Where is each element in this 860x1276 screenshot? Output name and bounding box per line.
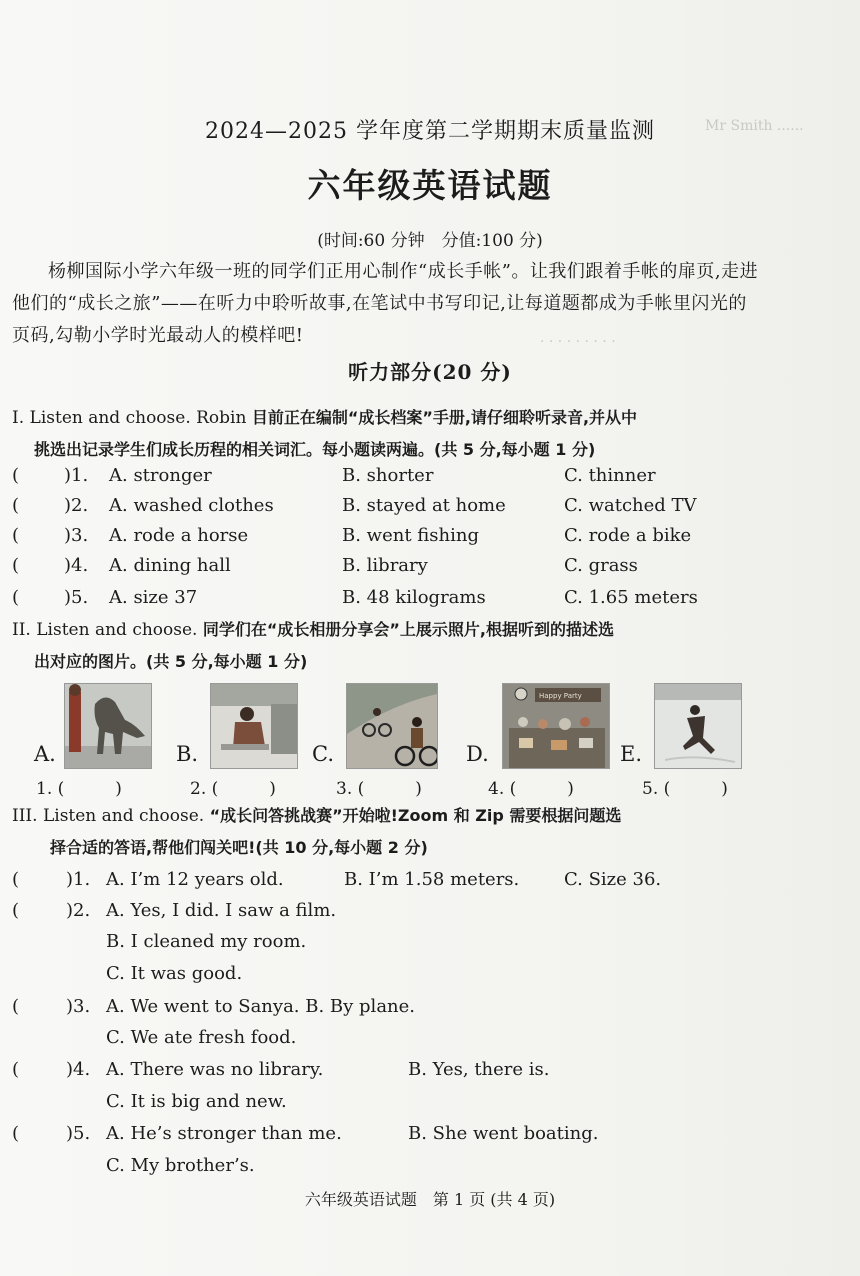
option-c: C. We ate fresh food. (106, 1027, 297, 1048)
ice-skating-illustration (655, 684, 741, 768)
question-number: )5. (66, 1123, 91, 1144)
answer-bracket[interactable]: ( (12, 495, 20, 516)
answer-blank[interactable]: 3. ( ) (336, 779, 422, 799)
option-b: B. She went boating. (408, 1123, 599, 1144)
dinosaur-illustration (65, 684, 151, 768)
answer-bracket[interactable]: ( (12, 1123, 20, 1144)
question-number: )2. (66, 900, 91, 921)
question-number: )3. (66, 996, 91, 1017)
option-c: C. My brother’s. (106, 1155, 255, 1176)
question-number: )3. (64, 525, 89, 546)
part3-chinese-line2: 择合适的答语,帮他们闯关吧!(共 10 分,每小题 2 分) (50, 838, 428, 857)
answer-blank[interactable]: 2. ( ) (190, 779, 276, 799)
part3-number: III. (12, 806, 38, 826)
time-and-score: (时间:60 分钟 分值:100 分) (317, 231, 543, 251)
part3-instruction (12, 800, 760, 864)
cleaning-illustration (211, 684, 297, 768)
page-footer: 六年级英语试题 第 1 页 (共 4 页) (304, 1190, 556, 1209)
option-a: A. size 37 (109, 587, 198, 608)
option-c: C. grass (564, 555, 638, 576)
picture-letter-b: B. (176, 742, 199, 766)
ice-skating-picture (654, 683, 742, 769)
option-c: C. Size 36. (564, 869, 662, 890)
picture-letter-c: C. (312, 742, 334, 766)
answer-bracket[interactable]: ( (12, 555, 20, 576)
option-a-b: A. We went to Sanya. B. By plane. (106, 996, 416, 1017)
option-c: C. watched TV (564, 495, 697, 516)
option-b: B. went fishing (342, 525, 479, 546)
bike-riding-picture (346, 683, 438, 769)
answer-bracket[interactable]: ( (12, 465, 20, 486)
option-a: A. rode a horse (109, 525, 249, 546)
answer-blank[interactable]: 5. ( ) (642, 779, 728, 799)
option-a: A. stronger (109, 465, 212, 486)
part2-number: II. (12, 620, 31, 640)
answer-bracket[interactable]: ( (12, 996, 20, 1017)
part3-chinese-line1: “成长问答挑战赛”开始啦!Zoom 和 Zip 需要根据问题选 (209, 806, 622, 825)
part1-english: Listen and choose. Robin (29, 408, 252, 428)
answer-bracket[interactable]: ( (12, 587, 20, 608)
intro-paragraph: 杨柳国际小学六年级一班的同学们正用心制作“成长手帐”。让我们跟着手帐的扉页,走进他们的“成长之旅”——在听力中聆听故事,在笔试中书写印记,让每道题都成为手帐里闪光的页码,勾勒小学时光最动人的模样吧! (12, 261, 759, 346)
option-a: A. There was no library. (106, 1059, 324, 1080)
option-a: A. I’m 12 years old. (106, 869, 284, 890)
exam-year-title: 2024—2025 学年度第二学期期末质量监测 (205, 119, 655, 144)
question-number: )4. (66, 1059, 91, 1080)
picture-letter-e: E. (620, 742, 643, 766)
question-number: )2. (64, 495, 89, 516)
party-illustration (503, 684, 609, 768)
dinosaur-picture (64, 683, 152, 769)
option-c: C. 1.65 meters (564, 587, 698, 608)
option-b: B. I’m 1.58 meters. (344, 869, 520, 890)
part1-number: I. (12, 408, 25, 428)
option-a: A. Yes, I did. I saw a film. (106, 900, 337, 921)
classroom-party-picture (502, 683, 610, 769)
option-b: B. shorter (342, 465, 434, 486)
question-number: )4. (64, 555, 89, 576)
part2-chinese-line1: 同学们在“成长相册分享会”上展示照片,根据听到的描述选 (202, 620, 614, 639)
answer-blank[interactable]: 1. ( ) (36, 779, 122, 799)
option-c: C. It is big and new. (106, 1091, 287, 1112)
picture-letter-d: D. (466, 742, 489, 766)
option-c: C. It was good. (106, 963, 243, 984)
part1-instruction (12, 402, 760, 466)
question-number: )5. (64, 587, 89, 608)
question-number: )1. (64, 465, 89, 486)
part1-chinese-line1: 目前正在编制“成长档案”手册,请仔细聆听录音,并从中 (251, 408, 638, 427)
option-b: B. stayed at home (342, 495, 506, 516)
option-a: A. He’s stronger than me. (106, 1123, 342, 1144)
option-b: B. Yes, there is. (408, 1059, 550, 1080)
part2-instruction (12, 614, 760, 678)
part3-english: Listen and choose. (42, 806, 205, 826)
option-c: C. thinner (564, 465, 656, 486)
option-b: B. library (342, 555, 428, 576)
bike-riding-illustration (347, 684, 437, 768)
option-a: A. dining hall (109, 555, 231, 576)
option-a: A. washed clothes (109, 495, 274, 516)
option-b: B. 48 kilograms (342, 587, 486, 608)
answer-bracket[interactable]: ( (12, 900, 20, 921)
picture-letter-a: A. (34, 742, 56, 766)
party-banner-text: Happy Party (539, 692, 582, 700)
exam-title: 六年级英语试题 (307, 166, 553, 205)
cleaning-picture (210, 683, 298, 769)
answer-bracket[interactable]: ( (12, 525, 20, 546)
option-b: B. I cleaned my room. (106, 931, 307, 952)
answer-bracket[interactable]: ( (12, 869, 20, 890)
question-number: )1. (66, 869, 91, 890)
answer-blank[interactable]: 4. ( ) (488, 779, 574, 799)
part2-chinese-line2: 出对应的图片。(共 5 分,每小题 1 分) (34, 652, 308, 671)
part1-chinese-line2: 挑选出记录学生们成长历程的相关词汇。每小题读两遍。(共 5 分,每小题 1 分) (34, 440, 596, 459)
bleed-through-text: . . . . . . . . . (540, 330, 616, 346)
part2-english: Listen and choose. (36, 620, 198, 640)
listening-section-title: 听力部分(20 分) (348, 360, 512, 384)
option-c: C. rode a bike (564, 525, 692, 546)
bleed-through-text: Mr Smith ...... (705, 118, 804, 134)
answer-bracket[interactable]: ( (12, 1059, 20, 1080)
